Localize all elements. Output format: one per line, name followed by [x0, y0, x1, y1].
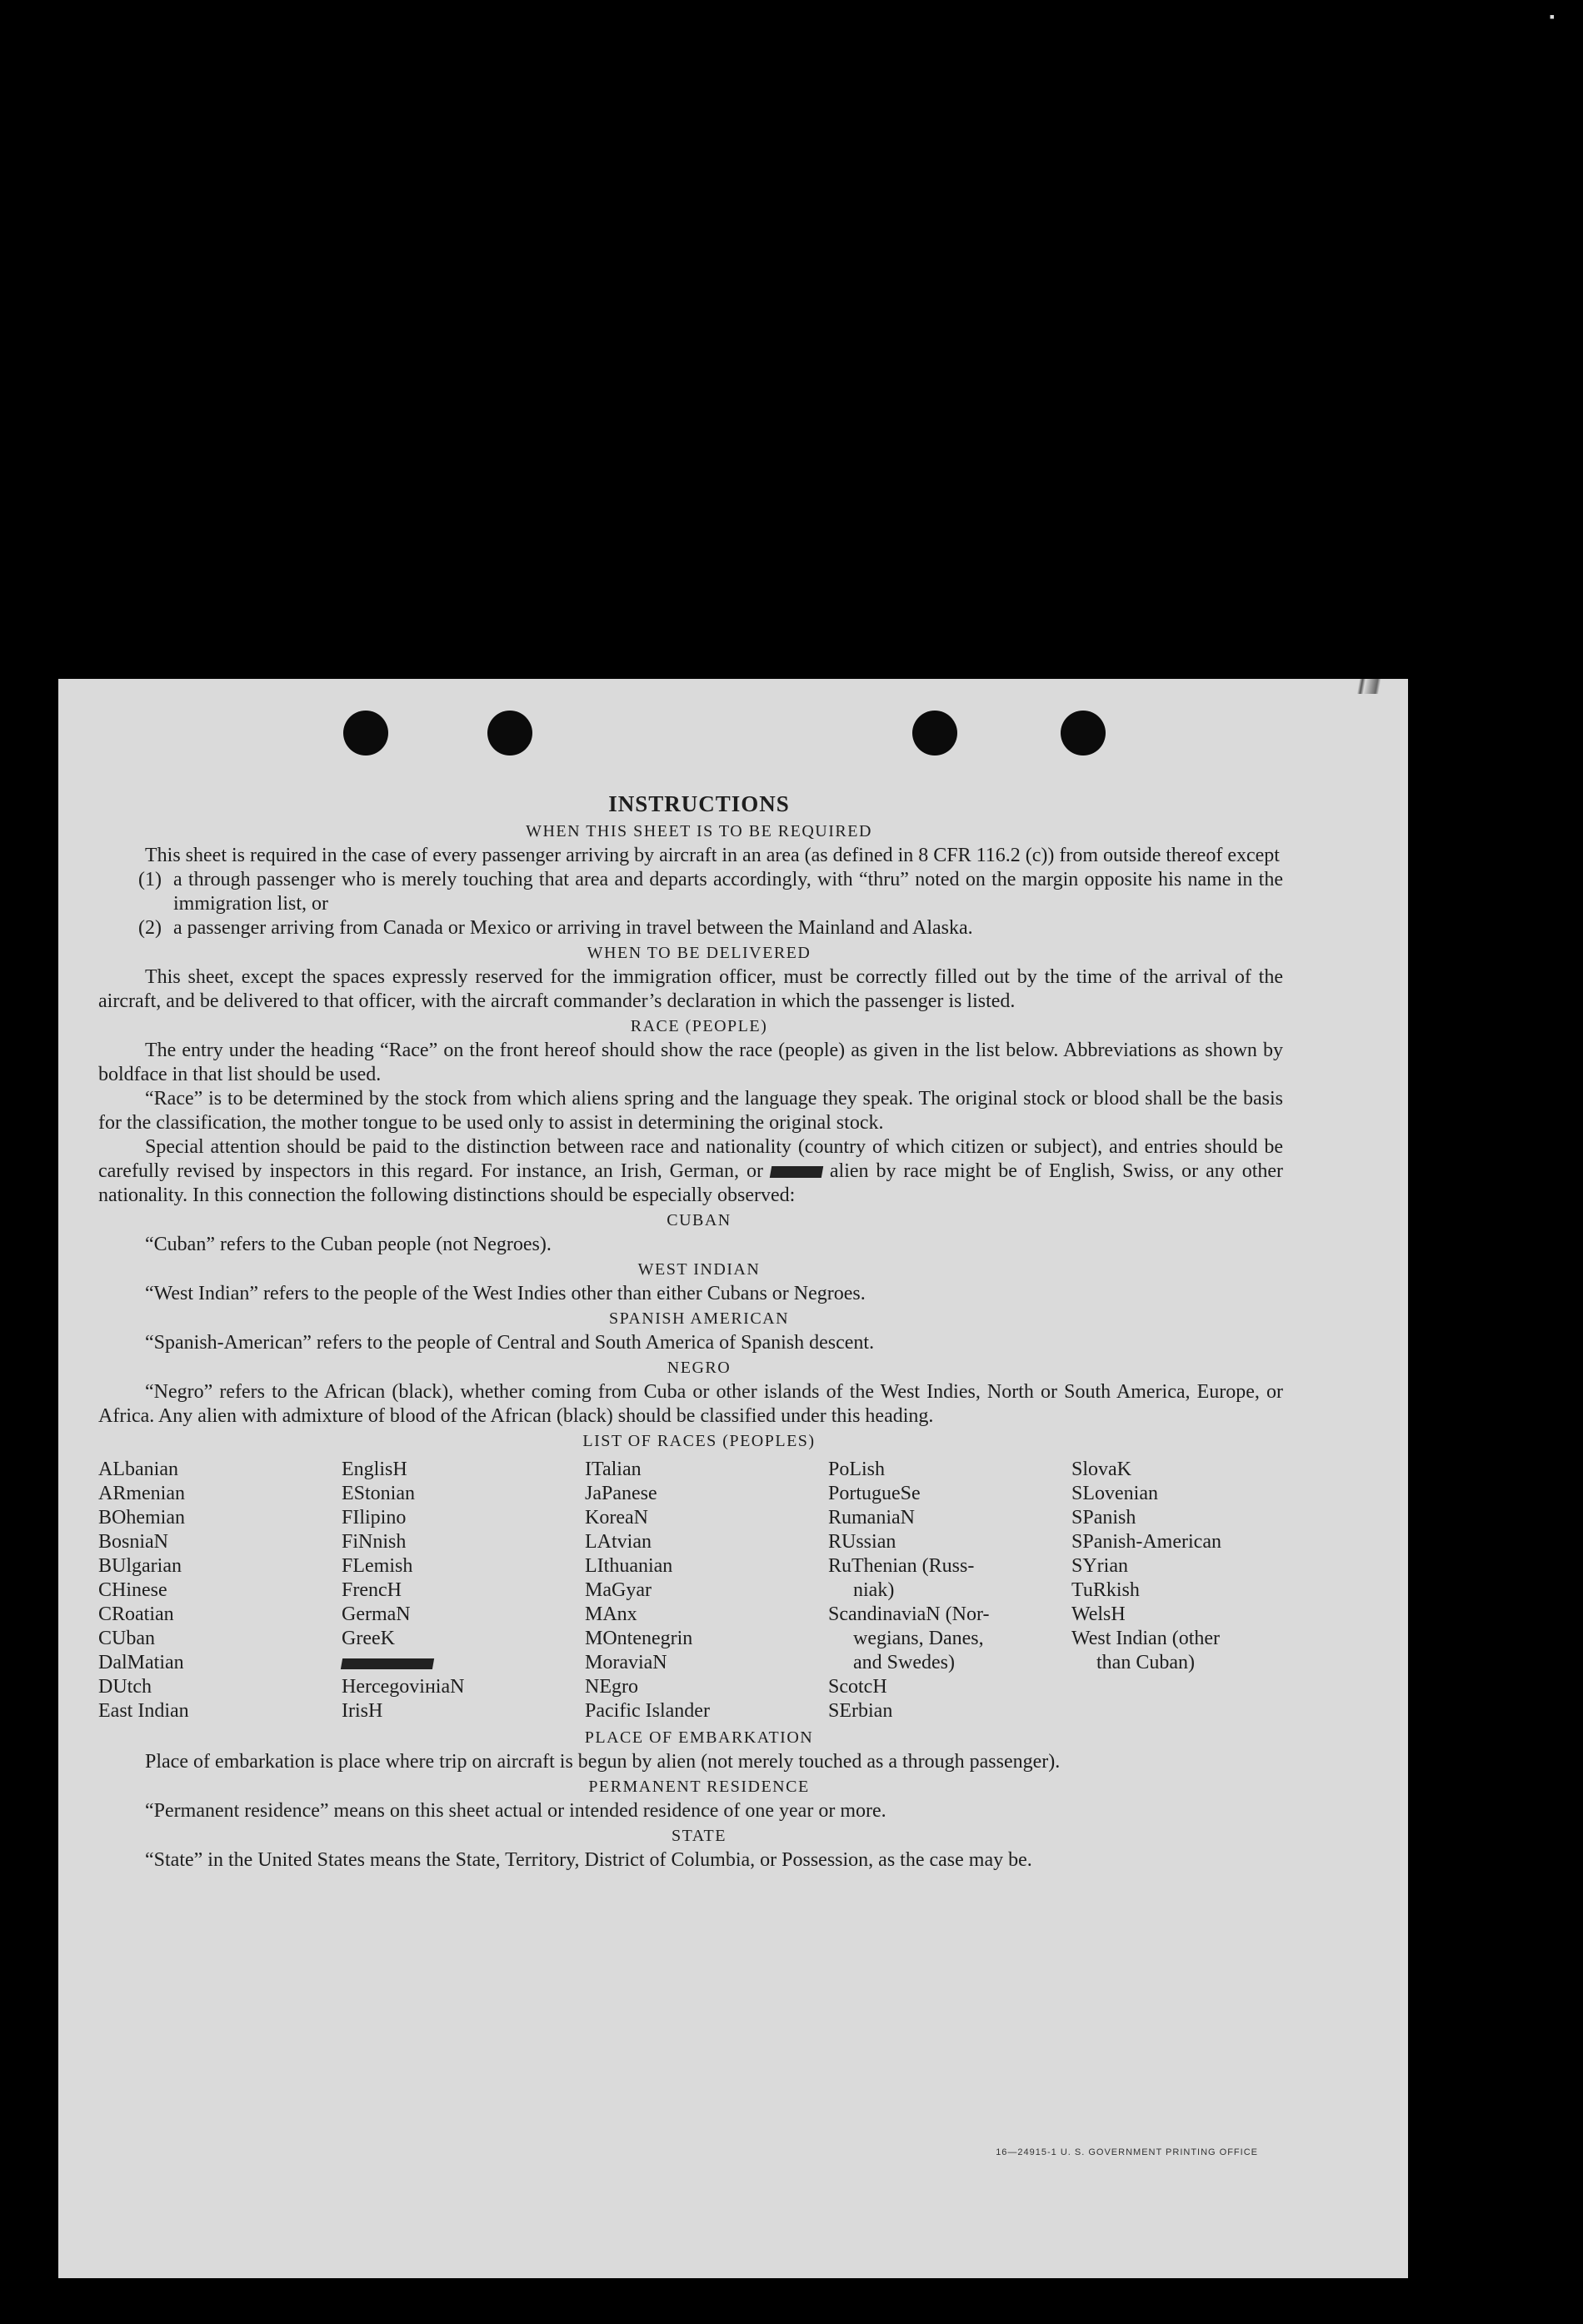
race-item: DUtch	[98, 1676, 152, 1698]
race-item: than Cuban)	[1096, 1652, 1195, 1673]
print-code: 16—24915-1 U. S. GOVERNMENT PRINTING OFFICE	[996, 2147, 1258, 2157]
race-item: EStonian	[342, 1483, 415, 1504]
paragraph: “West Indian” refers to the people of the West Indies other than either Cubans or Negroes.	[145, 1283, 866, 1304]
race-item: FLemish	[342, 1555, 413, 1577]
item-text: a through passenger who is merely touching that area and departs accordingly, with “thru” noted on the margin opposite his name in the immigration list, or	[173, 869, 1283, 915]
race-item: PoLish	[828, 1459, 886, 1480]
race-item: HercegovініaN	[342, 1676, 465, 1698]
section-heading: SPANISH AMERICAN	[608, 1309, 790, 1328]
race-item: DalMatian	[98, 1652, 184, 1673]
corner-speck: ▪	[1549, 8, 1555, 25]
race-column	[1071, 1458, 1288, 1723]
list-item	[98, 916, 1283, 940]
page-title: INSTRUCTIONS	[608, 791, 790, 816]
race-item: ITalian	[585, 1459, 642, 1480]
paragraph: This sheet is required in the case of every passenger arriving by aircraft in an area (as defined in 8 CFR 116.2 (c)) from outside thereof except	[145, 845, 1280, 866]
redaction-mark	[770, 1166, 823, 1178]
race-item: IrisH	[342, 1700, 383, 1722]
race-item: Pacific Islander	[585, 1700, 710, 1722]
race-item: RuThenian (Russ-	[828, 1555, 975, 1577]
item-number: (2)	[138, 917, 162, 939]
race-column	[342, 1458, 585, 1723]
race-item: PortugueSe	[828, 1483, 921, 1504]
section-heading: STATE	[672, 1827, 727, 1845]
race-item: SYrian	[1071, 1555, 1128, 1577]
race-item: JaPanese	[585, 1483, 657, 1504]
section-heading: CUBAN	[667, 1211, 732, 1229]
punch-hole	[912, 711, 957, 756]
race-item: LAtvian	[585, 1531, 652, 1553]
paragraph	[98, 1135, 1283, 1208]
document-body	[98, 791, 1283, 1873]
section-heading: NEGRO	[667, 1359, 732, 1377]
section-heading: LIST OF RACES (PEOPLES)	[582, 1432, 816, 1450]
paragraph: “Race” is to be determined by the stock from which aliens spring and the language they speak. The original stock or blood shall be the basis for the classification, the mother tongue to be used only to assist in determining the original stock.	[98, 1088, 1283, 1134]
section-heading: PLACE OF EMBARKATION	[584, 1728, 814, 1747]
race-item: SPanish-American	[1071, 1531, 1221, 1553]
torn-corner	[1341, 679, 1400, 694]
race-item: and Swedes)	[853, 1652, 955, 1673]
race-item: MaGyar	[585, 1579, 652, 1601]
race-column	[98, 1458, 342, 1723]
race-list	[98, 1458, 1283, 1723]
item-number: (1)	[138, 869, 162, 890]
section-heading: WEST INDIAN	[637, 1260, 761, 1279]
race-item: MoraviaN	[585, 1652, 667, 1673]
paragraph: Place of embarkation is place where trip on aircraft is begun by alien (not merely touched as a through passenger).	[145, 1751, 1061, 1773]
race-item: BosniaN	[98, 1531, 168, 1553]
race-item: ALbanian	[98, 1459, 178, 1480]
race-item: FrencH	[342, 1579, 402, 1601]
race-item: niak)	[853, 1579, 895, 1601]
race-item: West Indian (other	[1071, 1628, 1221, 1649]
race-item: GreeK	[342, 1628, 395, 1649]
race-item: MAnx	[585, 1603, 637, 1625]
race-item: ScotcH	[828, 1676, 887, 1698]
document-page	[58, 679, 1408, 2278]
race-item: GermaN	[342, 1603, 411, 1625]
race-item: BOhemian	[98, 1507, 185, 1529]
race-item: FIlipino	[342, 1507, 407, 1529]
race-item: East Indian	[98, 1700, 189, 1722]
section-heading: RACE (PEOPLE)	[630, 1017, 768, 1035]
paragraph: “Negro” refers to the African (black), whether coming from Cuba or other islands of the West Indies, North or South America, Europe, or Africa. Any alien with admixture of blood of the African (black) should be classified under this heading.	[98, 1381, 1283, 1427]
race-item: ScandinaviaN (Nor-	[828, 1603, 990, 1625]
race-item: CHinese	[98, 1579, 167, 1601]
race-column	[585, 1458, 828, 1723]
punch-hole	[1061, 711, 1106, 756]
paragraph-part: alien by race might be of English, Swiss, or any other nationality. In this connection the following distinctions should be especially observed:	[98, 1160, 1284, 1206]
list-item	[98, 868, 1283, 916]
section-heading: WHEN TO BE DELIVERED	[587, 944, 811, 962]
race-item: SLovenian	[1071, 1483, 1158, 1504]
punch-hole	[487, 711, 532, 756]
punch-hole	[343, 711, 388, 756]
race-item: BUlgarian	[98, 1555, 182, 1577]
race-item: CUban	[98, 1628, 155, 1649]
race-item: RumaniaN	[828, 1507, 915, 1529]
paragraph: “Cuban” refers to the Cuban people (not Negroes).	[145, 1234, 552, 1255]
race-item: RUssian	[828, 1531, 896, 1553]
race-item-redacted	[342, 1651, 585, 1675]
race-item: MOntenegrin	[585, 1628, 693, 1649]
race-item: TuRkish	[1071, 1579, 1140, 1601]
race-item: SlovaK	[1071, 1459, 1131, 1480]
paragraph: “State” in the United States means the State, Territory, District of Columbia, or Possession, as the case may be.	[145, 1849, 1032, 1871]
paragraph-part: Special attention should be paid to the distinction between race and nationality (country of which citizen or subject), and entries should be carefully revised by inspectors in this regard. For instance, an Irish, German, or	[98, 1136, 1283, 1182]
redaction-mark	[341, 1658, 434, 1669]
section-heading: PERMANENT RESIDENCE	[588, 1778, 810, 1796]
race-item: SErbian	[828, 1700, 893, 1722]
race-item: NEgro	[585, 1676, 638, 1698]
race-column	[828, 1458, 1071, 1723]
race-item: LIthuanian	[585, 1555, 673, 1577]
race-item: wegians, Danes,	[853, 1628, 984, 1649]
race-item: CRoatian	[98, 1603, 174, 1625]
section-heading: WHEN THIS SHEET IS TO BE REQUIRED	[526, 822, 872, 840]
race-item: SPanish	[1071, 1507, 1136, 1529]
race-item: FiNnish	[342, 1531, 407, 1553]
paragraph: “Spanish-American” refers to the people of Central and South America of Spanish descent.	[145, 1332, 875, 1354]
race-item: EnglisH	[342, 1459, 407, 1480]
race-item: KoreaN	[585, 1507, 648, 1529]
race-item: ARmenian	[98, 1483, 185, 1504]
item-text: a passenger arriving from Canada or Mexico or arriving in travel between the Mainland and Alaska.	[173, 917, 973, 939]
paragraph: “Permanent residence” means on this sheet actual or intended residence of one year or more.	[145, 1800, 886, 1822]
paragraph: The entry under the heading “Race” on the front hereof should show the race (people) as given in the list below. Abbreviations as shown by boldface in that list should be used.	[98, 1040, 1283, 1085]
race-item: WelsH	[1071, 1603, 1126, 1625]
paragraph: This sheet, except the spaces expressly reserved for the immigration officer, must be correctly filled out by the time of the arrival of the aircraft, and be delivered to that officer, with the aircraft commander’s declaration in which the passenger is listed.	[98, 966, 1283, 1012]
